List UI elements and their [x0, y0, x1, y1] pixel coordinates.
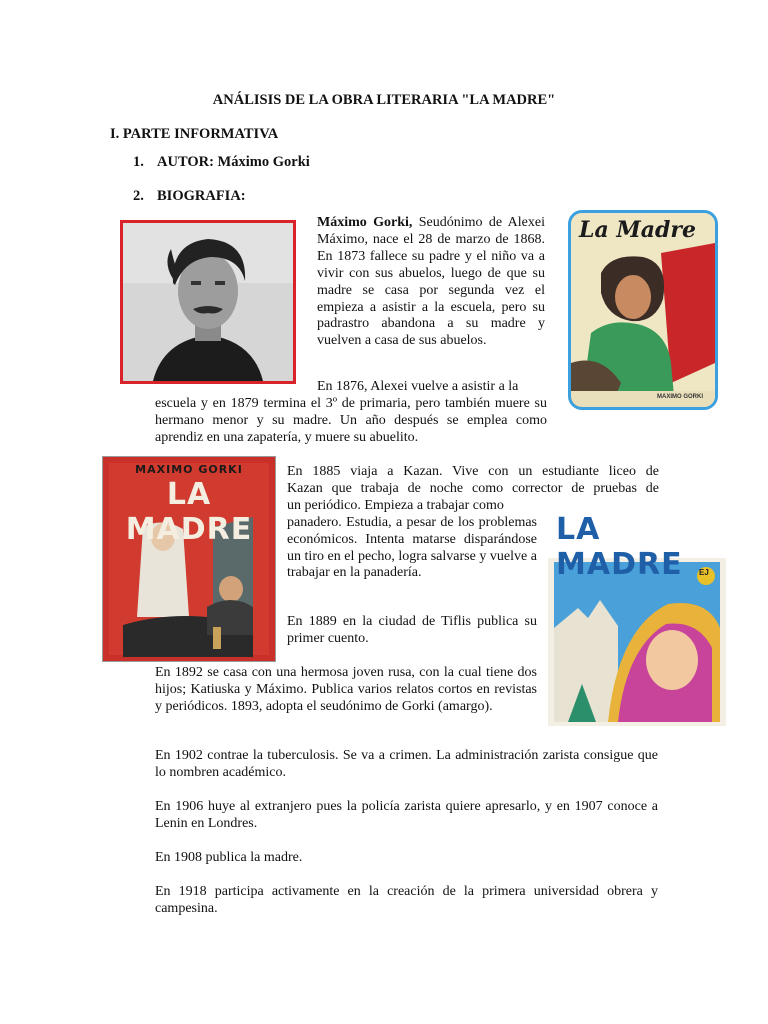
bio-paragraph-3-line-3: un periódico. Empieza a trabajar como — [287, 498, 504, 513]
author-name: Máximo Gorki, — [317, 215, 413, 230]
list-item-author — [133, 154, 310, 171]
bio-paragraph-7: En 1906 huye al extranjero pues la policía zarista quiere apresarlo, y en 1907 conoce a Lenin en Londres. — [155, 799, 658, 831]
book-cover-image — [568, 210, 718, 410]
cover-author: MAXIMO GORKI — [657, 394, 703, 400]
list-number: 1. — [133, 154, 144, 170]
page-title: ANÁLISIS DE LA OBRA LITERARIA "LA MADRE" — [212, 92, 556, 108]
author-photo — [120, 220, 296, 384]
bio-paragraph-9: En 1918 participa activamente en la creación de la primera universidad obrera y campesina. — [155, 884, 658, 916]
bio-paragraph-4: En 1889 en la ciudad de Tiflis publica su primer cuento. — [287, 614, 537, 646]
list-text: BIOGRAFIA: — [157, 188, 246, 204]
list-text: AUTOR: Máximo Gorki — [157, 154, 310, 170]
cover-title: La Madre — [579, 217, 696, 243]
bio-paragraph-3-line-2: Kazan que trabaja de noche como corrector de pruebas de — [287, 481, 659, 496]
book-cover-image — [548, 508, 726, 726]
list-item-biography — [133, 188, 246, 205]
bio-paragraph-5: En 1892 se casa con una hermosa joven rusa, con la cual tiene dos hijos; Katiuska y Máximo. Publica varios relatos cortos en revistas y periódicos. 1893, adopta el seudónimo de Gorki (amargo). — [155, 665, 537, 714]
cover-title: LA MADRE — [125, 477, 253, 547]
list-number: 2. — [133, 188, 144, 204]
cover-author: MAXIMO GORKI — [135, 463, 243, 476]
bio-paragraph-1 — [317, 215, 545, 350]
bio-paragraph-3: panadero. Estudia, a pesar de los problemas económicos. Intenta matarse disparándose un tiro en el pecho, logra salvarse y vuelve a trabajar en la panadería. — [287, 515, 537, 581]
bio-text: Seudónimo de Alexei Máximo, nace el 28 de marzo de 1868. En 1873 fallece su padre y el niño va a vivir con sus abuelos, luego de que su madre se casa por segunda vez el empieza a asistir a la escuela, pero su padrastro abandona a su madre y vuelven a casa de sus abuelos. — [317, 215, 545, 349]
bio-paragraph-6: En 1902 contrae la tuberculosis. Se va a crimen. La administración zarista consigue que lo nombren académico. — [155, 748, 658, 780]
cover-badge: EJ — [699, 568, 709, 577]
bio-paragraph-2: escuela y en 1879 termina el 3º de primaria, pero también muere su hermano menor y su madre. Un año después se emplea como aprendiz en una zapatería, y muere su abuelito. — [155, 396, 547, 445]
bio-paragraph-2-first-line: En 1876, Alexei vuelve a asistir a la — [317, 379, 519, 394]
bio-paragraph-3-line-1: En 1885 viaja a Kazan. Vive con un estudiante liceo de — [287, 464, 659, 479]
section-heading: I. PARTE INFORMATIVA — [110, 126, 279, 142]
cover-title: LA MADRE — [556, 512, 683, 582]
bio-paragraph-8: En 1908 publica la madre. — [155, 850, 303, 865]
book-cover-image — [102, 456, 276, 662]
